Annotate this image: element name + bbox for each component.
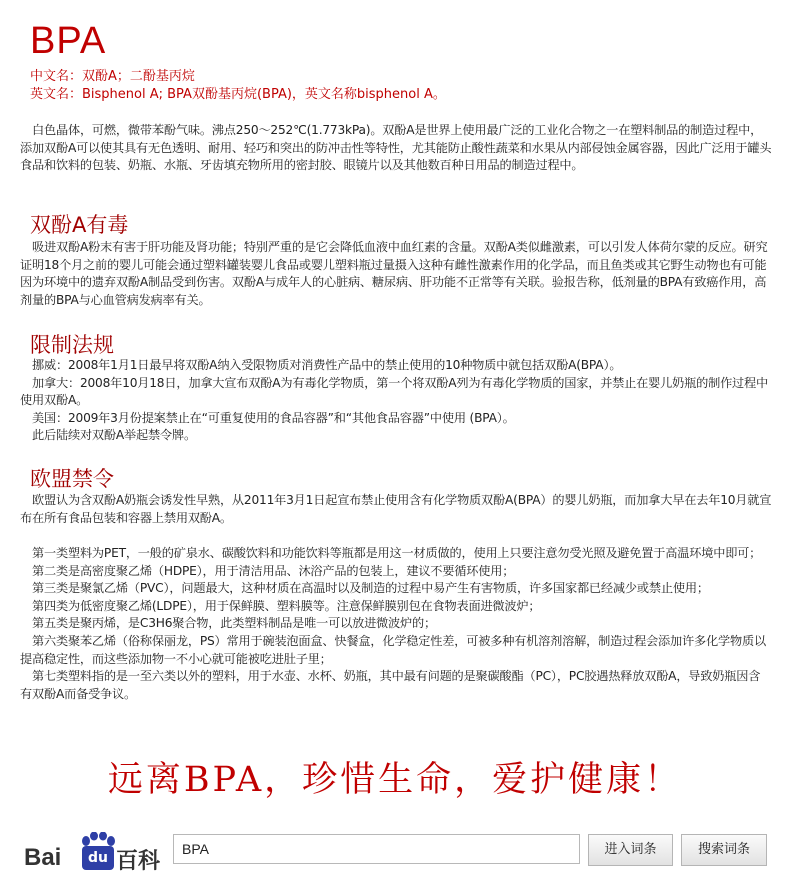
plastic-type-item: 第五类是聚丙烯，是C3H6聚合物，此类塑料制品是唯一可以放进微波炉的； <box>32 616 436 631</box>
section-heading-eu: 欧盟禁令 <box>30 467 114 491</box>
intro-text: 白色晶体，可燃，微带苯酚气味。沸点250～252℃(1.773kPa)。双酚A是世界上使用最广泛的工业化合物之一在塑料制品的制造过程中，添加双酚A可以使其具有无色透明、耐用、轻巧和突出的防冲击性等特性，尤其能防止酸性蔬菜和水果从内部侵蚀金属容器，因此广泛用于罐头食品和饮料的包装、奶瓶、水瓶、牙齿填充物所用的密封胶、眼镜片以及其他数百种日用品的制造过程中。 <box>20 123 772 173</box>
eu-intro-text: 欧盟认为含双酚A奶瓶会诱发性早熟，从2011年3月1日起宣布禁止使用含有化学物质双酚A(BPA）的婴儿奶瓶，而加拿大早在去年10月就宣布在所有食品包装和容器上禁用双酚A。 <box>20 493 772 525</box>
plastic-type-item: 第一类塑料为PET，一般的矿泉水、碳酸饮料和功能饮料等瓶都是用这一材质做的，使用上只要注意勿受光照及避免置于高温环境中即可； <box>32 546 762 560</box>
regulation-line: 挪威：2008年1月1日最早将双酚A纳入受限物质对消费性产品中的禁止使用的10种物质中就包括双酚A(BPA）。 <box>32 358 622 372</box>
toxic-paragraph <box>20 239 772 309</box>
search-input[interactable]: BPA <box>173 834 580 864</box>
names-block <box>30 68 446 104</box>
regulation-paragraph <box>20 357 772 445</box>
enter-entry-button[interactable]: 进入词条 <box>588 834 673 866</box>
plastic-type-item: 第四类为低密度聚乙烯(LDPE），用于保鲜膜、塑料膜等。注意保鲜膜别包在食物表面进微波炉； <box>32 598 541 613</box>
logo-du-badge: du <box>82 846 114 870</box>
intro-paragraph <box>20 122 772 175</box>
toxic-text: 吸进双酚A粉末有害于肝功能及肾功能；特别严重的是它会降低血液中血红素的含量。双酚A类似雌激素，可以引发人体荷尔蒙的反应。研究证明18个月之前的婴儿可能会通过塑料罐装婴儿食品或婴儿塑料瓶过量摄入这种有雌性激素作用的化学品，而且鱼类或其它野生动物也有可能因为环境中的遗弃双酚A制品受到伤害。双酚A与成年人的心脏病、糖尿病、肝功能不正常等有关联。验报告称，低剂量的BPA有致癌作用，高剂量的BPA与心血管病发病率有关。 <box>20 240 768 307</box>
eu-paragraph <box>20 492 772 527</box>
plastic-type-item: 第三类是聚氯乙烯（PVC），问题最大，这种材质在高温时以及制造的过程中易产生有害物质，许多国家都已经减少或禁止使用； <box>32 581 709 596</box>
logo-baike-text: 百科 <box>116 849 161 874</box>
english-name: 英文名：Bisphenol A; BPA双酚基丙烷(BPA)，英文名称bisphenol A。 <box>30 87 446 102</box>
plastic-type-item: 第二类是高密度聚乙烯（HDPE），用于清洁用品、沐浴产品的包装上，建议不要循环使用； <box>32 563 515 578</box>
regulation-line: 此后陆续对双酚A举起禁令牌。 <box>32 428 196 443</box>
regulation-line: 美国：2009年3月份提案禁止在“可重复使用的食品容器”和“其他食品容器”中使用 (BPA）。 <box>32 410 515 425</box>
baidu-baike-logo[interactable] <box>24 832 164 872</box>
page-title: BPA <box>30 20 107 62</box>
chinese-name: 中文名：双酚A；二酚基丙烷 <box>30 69 195 84</box>
search-entry-button[interactable]: 搜索词条 <box>681 834 767 866</box>
regulation-line: 加拿大：2008年10月18日，加拿大宣布双酚A为有毒化学物质，第一个将双酚A列为有毒化学物质的国家，并禁止在婴儿奶瓶的制作过程中使用双酚A。 <box>20 375 769 408</box>
section-heading-regulation: 限制法规 <box>30 333 114 357</box>
footer-search-bar <box>0 818 790 896</box>
plastic-type-item: 第七类塑料指的是一至六类以外的塑料，用于水壶、水杯、奶瓶，其中最有问题的是聚碳酸酯（PC），PC胶遇热释放双酚A，导致奶瓶因含有双酚A而备受争议。 <box>20 669 761 701</box>
slogan: 远离BPA，珍惜生命，爱护健康！ <box>107 760 683 800</box>
plastic-type-item: 第六类聚苯乙烯（俗称保丽龙，PS）常用于碗装泡面盒、快餐盒，化学稳定性差，可被多种有机溶剂溶解，制造过程会添加许多化学物质以提高稳定性，而这些添加物一不小心就可能被吃进肚子里； <box>20 633 766 666</box>
section-heading-toxic: 双酚A有毒 <box>30 213 129 237</box>
logo-bai-text: Bai <box>24 844 62 871</box>
plastics-list <box>20 545 772 703</box>
